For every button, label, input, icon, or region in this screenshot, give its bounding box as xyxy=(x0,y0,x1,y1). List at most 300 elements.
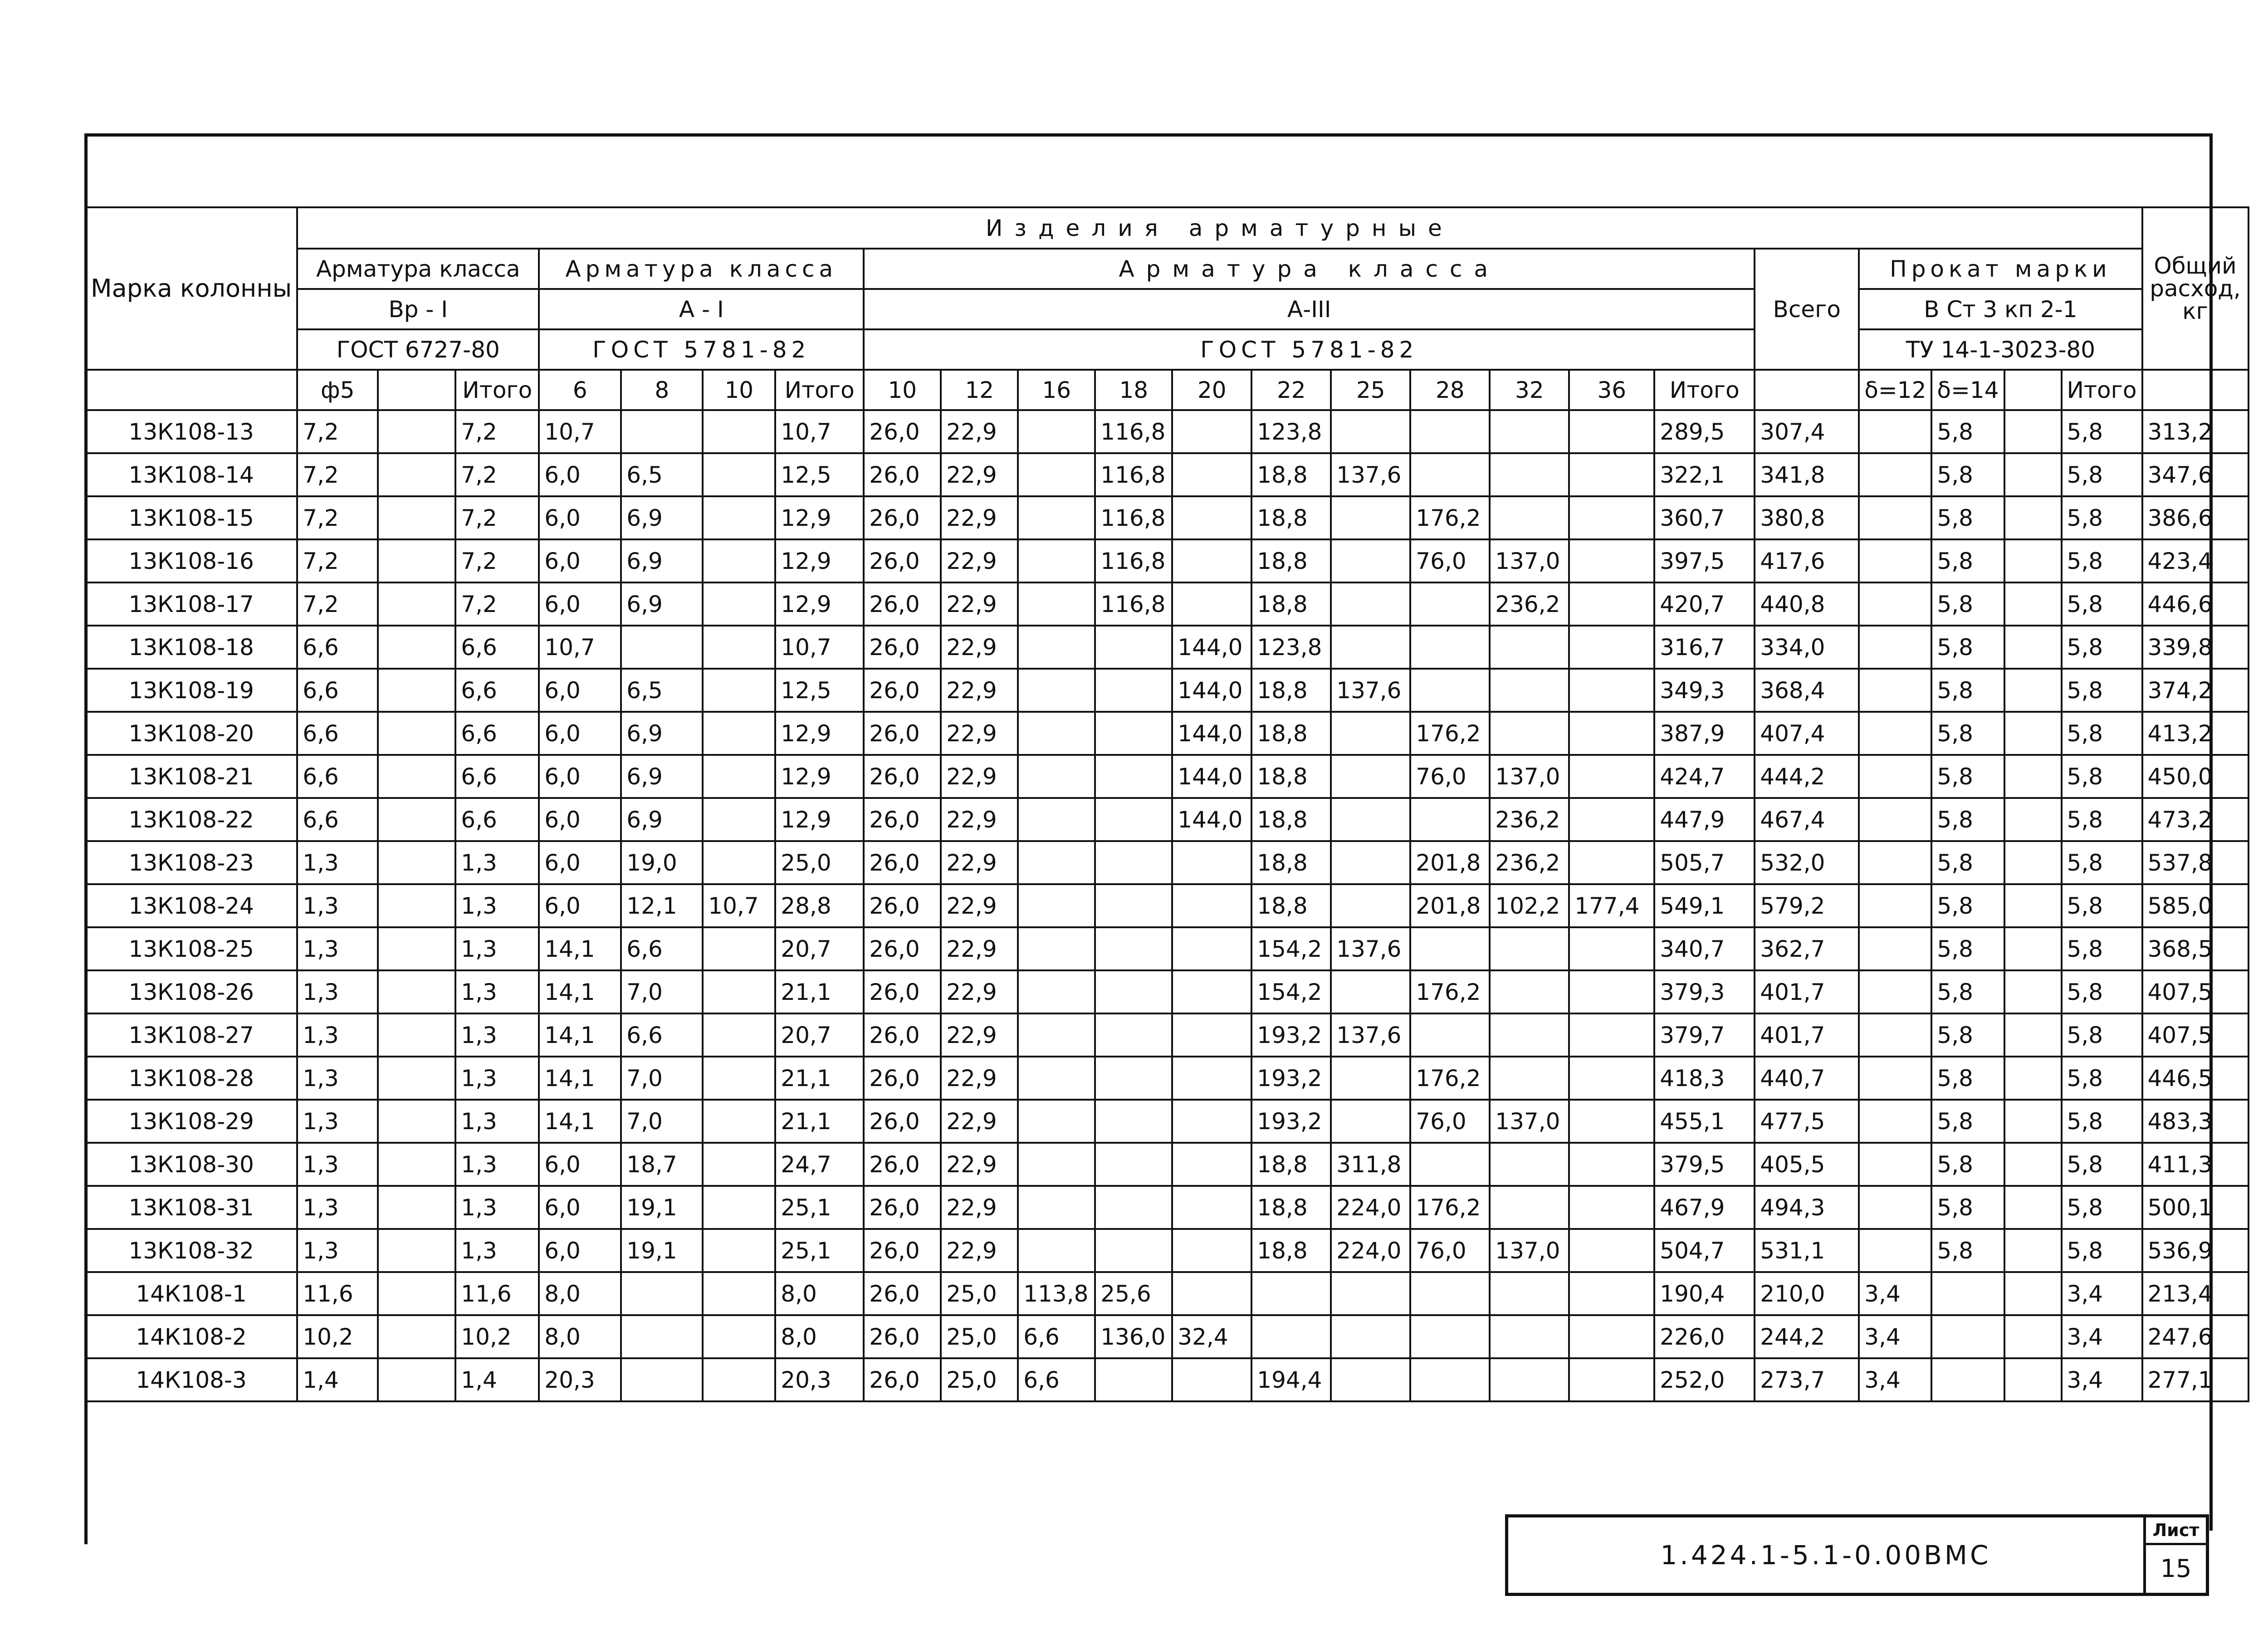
table-cell: 6,0 xyxy=(539,755,621,798)
table-cell xyxy=(2004,841,2062,884)
table-cell: 18,8 xyxy=(1251,712,1331,755)
table-cell xyxy=(621,1315,703,1358)
table-cell xyxy=(2004,669,2062,712)
rolled-grade: В Ст 3 кп 2-1 xyxy=(1859,289,2142,329)
table-cell: 5,8 xyxy=(2062,669,2142,712)
table-cell: 7,2 xyxy=(297,410,378,453)
table-cell: 5,8 xyxy=(1931,582,2004,626)
sub-header-cell: Итого xyxy=(1654,370,1755,410)
table-cell: 18,7 xyxy=(621,1143,703,1186)
table-cell: 26,0 xyxy=(864,1013,941,1057)
table-cell: 6,0 xyxy=(539,1229,621,1272)
sub-header-cell: δ=14 xyxy=(1931,370,2004,410)
table-cell: 76,0 xyxy=(1410,539,1490,582)
table-row xyxy=(85,1057,2248,1100)
table-cell xyxy=(378,755,455,798)
table-cell xyxy=(1172,410,1251,453)
table-row xyxy=(85,927,2248,970)
table-cell xyxy=(703,582,775,626)
table-cell xyxy=(1859,1186,1931,1229)
table-cell: 25,0 xyxy=(775,841,864,884)
table-cell: 379,7 xyxy=(1654,1013,1755,1057)
table-cell: 379,5 xyxy=(1654,1143,1755,1186)
table-cell xyxy=(1410,669,1490,712)
table-cell: 113,8 xyxy=(1018,1272,1095,1315)
table-cell xyxy=(1569,798,1654,841)
table-cell: 7,2 xyxy=(455,539,539,582)
table-cell xyxy=(703,927,775,970)
table-cell: 21,1 xyxy=(775,970,864,1013)
table-cell xyxy=(1018,1229,1095,1272)
table-cell: 18,8 xyxy=(1251,582,1331,626)
table-cell: 532,0 xyxy=(1755,841,1859,884)
table-cell xyxy=(1859,539,1931,582)
table-cell xyxy=(2004,496,2062,539)
table-cell xyxy=(1569,1186,1654,1229)
table-cell xyxy=(1172,453,1251,496)
table-cell: 5,8 xyxy=(1931,841,2004,884)
table-cell xyxy=(1931,1358,2004,1401)
table-cell xyxy=(1018,755,1095,798)
table-cell xyxy=(2004,1229,2062,1272)
sub-header-cell: 22 xyxy=(1251,370,1331,410)
reinforcement-spec-table xyxy=(84,206,2249,1402)
table-cell: 8,0 xyxy=(775,1272,864,1315)
table-cell: 362,7 xyxy=(1755,927,1859,970)
table-cell xyxy=(1172,884,1251,927)
table-cell: 22,9 xyxy=(941,496,1018,539)
table-cell xyxy=(1410,1315,1490,1358)
table-cell: 6,6 xyxy=(455,712,539,755)
table-cell: 7,0 xyxy=(621,970,703,1013)
table-cell: 347,6 xyxy=(2142,453,2248,496)
table-cell xyxy=(1410,582,1490,626)
table-cell: 7,2 xyxy=(297,539,378,582)
table-cell: 5,8 xyxy=(1931,410,2004,453)
table-cell xyxy=(1859,884,1931,927)
table-cell: 22,9 xyxy=(941,582,1018,626)
table-cell xyxy=(1172,927,1251,970)
table-cell xyxy=(2004,798,2062,841)
table-cell xyxy=(1018,712,1095,755)
table-cell: 24,7 xyxy=(775,1143,864,1186)
table-cell: 7,2 xyxy=(455,496,539,539)
sub-header-cell: Итого xyxy=(775,370,864,410)
table-cell xyxy=(1569,1143,1654,1186)
column-mark-cell: 13К108-13 xyxy=(85,410,297,453)
table-cell xyxy=(1859,410,1931,453)
table-cell: 26,0 xyxy=(864,539,941,582)
table-cell: 5,8 xyxy=(2062,712,2142,755)
table-cell: 316,7 xyxy=(1654,626,1755,669)
table-cell xyxy=(1172,539,1251,582)
table-cell xyxy=(1490,1013,1569,1057)
table-cell: 440,8 xyxy=(1755,582,1859,626)
table-row xyxy=(85,798,2248,841)
table-cell: 137,0 xyxy=(1490,539,1569,582)
table-cell xyxy=(1859,841,1931,884)
table-cell xyxy=(1251,1315,1331,1358)
table-cell xyxy=(2004,1100,2062,1143)
table-cell: 1,3 xyxy=(455,841,539,884)
table-cell: 277,1 xyxy=(2142,1358,2248,1401)
table-cell: 154,2 xyxy=(1251,970,1331,1013)
table-cell: 137,6 xyxy=(1331,1013,1410,1057)
table-cell xyxy=(621,626,703,669)
table-cell xyxy=(1331,410,1410,453)
table-cell xyxy=(1410,1358,1490,1401)
table-cell xyxy=(1331,1272,1410,1315)
table-cell xyxy=(621,1272,703,1315)
table-cell: 116,8 xyxy=(1095,496,1172,539)
table-cell: 6,6 xyxy=(297,626,378,669)
table-cell xyxy=(1095,755,1172,798)
table-cell: 18,8 xyxy=(1251,1143,1331,1186)
sub-header-cell: Итого xyxy=(2062,370,2142,410)
table-cell: 22,9 xyxy=(941,970,1018,1013)
table-cell: 26,0 xyxy=(864,1186,941,1229)
table-cell xyxy=(1018,970,1095,1013)
table-cell: 585,0 xyxy=(2142,884,2248,927)
table-cell: 18,8 xyxy=(1251,841,1331,884)
table-cell: 418,3 xyxy=(1654,1057,1755,1100)
table-cell: 5,8 xyxy=(2062,755,2142,798)
table-row xyxy=(85,1272,2248,1315)
table-cell: 322,1 xyxy=(1654,453,1755,496)
table-cell: 22,9 xyxy=(941,410,1018,453)
table-cell xyxy=(1569,669,1654,712)
table-cell: 14,1 xyxy=(539,927,621,970)
table-cell xyxy=(1331,496,1410,539)
table-cell xyxy=(703,1057,775,1100)
table-cell xyxy=(703,1186,775,1229)
column-mark-cell: 14К108-1 xyxy=(85,1272,297,1315)
table-row xyxy=(85,1143,2248,1186)
table-cell xyxy=(703,1229,775,1272)
table-cell: 18,8 xyxy=(1251,669,1331,712)
table-cell xyxy=(1095,1186,1172,1229)
empty-cell xyxy=(1755,370,1859,410)
column-mark-cell: 13К108-31 xyxy=(85,1186,297,1229)
table-cell xyxy=(1018,539,1095,582)
table-cell: 1,4 xyxy=(297,1358,378,1401)
table-cell xyxy=(1018,884,1095,927)
table-cell: 201,8 xyxy=(1410,884,1490,927)
table-cell: 6,0 xyxy=(539,453,621,496)
table-cell xyxy=(1331,970,1410,1013)
table-cell xyxy=(1410,1013,1490,1057)
table-cell xyxy=(1490,712,1569,755)
table-cell: 368,4 xyxy=(1755,669,1859,712)
table-cell xyxy=(1172,496,1251,539)
table-cell: 22,9 xyxy=(941,841,1018,884)
table-cell xyxy=(1490,410,1569,453)
table-cell: 3,4 xyxy=(1859,1358,1931,1401)
table-cell xyxy=(2004,884,2062,927)
table-cell: 6,9 xyxy=(621,496,703,539)
table-cell: 411,3 xyxy=(2142,1143,2248,1186)
table-cell: 25,0 xyxy=(941,1358,1018,1401)
table-cell: 7,2 xyxy=(455,582,539,626)
sub-header-cell: 28 xyxy=(1410,370,1490,410)
table-cell: 5,8 xyxy=(2062,798,2142,841)
table-cell xyxy=(378,1272,455,1315)
table-cell: 137,6 xyxy=(1331,927,1410,970)
table-cell: 22,9 xyxy=(941,1143,1018,1186)
table-cell xyxy=(2004,1358,2062,1401)
table-cell xyxy=(1172,841,1251,884)
table-cell: 349,3 xyxy=(1654,669,1755,712)
table-cell xyxy=(378,669,455,712)
table-cell xyxy=(1331,1057,1410,1100)
vr-gost: ГОСТ 6727-80 xyxy=(297,329,539,370)
table-cell xyxy=(2004,582,2062,626)
column-mark-cell: 13К108-22 xyxy=(85,798,297,841)
table-cell xyxy=(2004,927,2062,970)
table-cell: 22,9 xyxy=(941,1100,1018,1143)
table-cell xyxy=(2004,626,2062,669)
table-cell: 20,3 xyxy=(539,1358,621,1401)
table-cell xyxy=(1331,626,1410,669)
table-cell: 3,4 xyxy=(1859,1315,1931,1358)
table-cell xyxy=(1331,539,1410,582)
table-cell: 12,9 xyxy=(775,755,864,798)
table-cell: 8,0 xyxy=(539,1315,621,1358)
table-cell xyxy=(703,712,775,755)
column-mark-cell: 13К108-20 xyxy=(85,712,297,755)
table-cell xyxy=(703,970,775,1013)
table-cell: 455,1 xyxy=(1654,1100,1755,1143)
table-cell xyxy=(1095,669,1172,712)
table-cell: 137,0 xyxy=(1490,1229,1569,1272)
table-cell xyxy=(1490,1057,1569,1100)
table-row xyxy=(85,1358,2248,1401)
table-cell: 236,2 xyxy=(1490,841,1569,884)
table-cell: 504,7 xyxy=(1654,1229,1755,1272)
table-cell xyxy=(1018,1143,1095,1186)
table-cell: 224,0 xyxy=(1331,1229,1410,1272)
table-cell: 6,0 xyxy=(539,884,621,927)
table-cell: 12,9 xyxy=(775,712,864,755)
table-cell xyxy=(1331,582,1410,626)
sub-header-cell: Итого xyxy=(455,370,539,410)
table-cell xyxy=(378,1143,455,1186)
table-cell: 289,5 xyxy=(1654,410,1755,453)
sub-header-cell: 16 xyxy=(1018,370,1095,410)
table-cell: 444,2 xyxy=(1755,755,1859,798)
table-cell: 25,0 xyxy=(941,1315,1018,1358)
table-cell: 21,1 xyxy=(775,1100,864,1143)
table-cell: 22,9 xyxy=(941,1057,1018,1100)
table-cell: 5,8 xyxy=(2062,1057,2142,1100)
column-mark-cell: 13К108-16 xyxy=(85,539,297,582)
sub-header-cell: 20 xyxy=(1172,370,1251,410)
table-cell: 22,9 xyxy=(941,1229,1018,1272)
table-cell: 313,2 xyxy=(2142,410,2248,453)
table-cell: 6,0 xyxy=(539,582,621,626)
table-cell: 6,6 xyxy=(455,626,539,669)
table-cell: 467,4 xyxy=(1755,798,1859,841)
table-cell xyxy=(1569,453,1654,496)
table-cell: 12,9 xyxy=(775,496,864,539)
table-cell xyxy=(703,626,775,669)
sub-header-cell: 25 xyxy=(1331,370,1410,410)
table-row xyxy=(85,453,2248,496)
table-cell xyxy=(1490,1272,1569,1315)
class-a3-header: Арматура класса xyxy=(864,249,1755,289)
table-cell xyxy=(1331,798,1410,841)
table-cell: 26,0 xyxy=(864,1143,941,1186)
table-cell: 213,4 xyxy=(2142,1272,2248,1315)
table-cell: 26,0 xyxy=(864,970,941,1013)
table-cell: 12,9 xyxy=(775,798,864,841)
table-cell: 18,8 xyxy=(1251,539,1331,582)
table-cell xyxy=(1859,582,1931,626)
table-cell xyxy=(621,1358,703,1401)
a1-gost: ГОСТ 5781-82 xyxy=(539,329,864,370)
table-cell xyxy=(1859,1229,1931,1272)
class-vr-header: Арматура класса xyxy=(297,249,539,289)
table-cell: 7,2 xyxy=(297,453,378,496)
table-cell: 6,6 xyxy=(621,1013,703,1057)
table-row xyxy=(85,539,2248,582)
table-cell: 446,6 xyxy=(2142,582,2248,626)
table-cell: 1,3 xyxy=(297,1186,378,1229)
table-cell: 3,4 xyxy=(2062,1315,2142,1358)
table-cell: 1,3 xyxy=(297,1143,378,1186)
column-mark-cell: 13К108-28 xyxy=(85,1057,297,1100)
column-mark-cell: 13К108-29 xyxy=(85,1100,297,1143)
column-mark-cell: 13К108-19 xyxy=(85,669,297,712)
column-mark-cell: 13К108-23 xyxy=(85,841,297,884)
table-cell: 7,2 xyxy=(455,453,539,496)
table-cell xyxy=(378,927,455,970)
table-cell: 1,3 xyxy=(455,1229,539,1272)
sub-header-cell xyxy=(2004,370,2062,410)
table-cell: 137,6 xyxy=(1331,669,1410,712)
table-cell: 500,1 xyxy=(2142,1186,2248,1229)
table-cell: 5,8 xyxy=(1931,884,2004,927)
table-cell: 176,2 xyxy=(1410,496,1490,539)
table-cell: 116,8 xyxy=(1095,539,1172,582)
table-cell xyxy=(1410,453,1490,496)
table-cell: 5,8 xyxy=(1931,626,2004,669)
table-cell: 11,6 xyxy=(455,1272,539,1315)
table-cell: 247,6 xyxy=(2142,1315,2248,1358)
table-cell: 10,2 xyxy=(455,1315,539,1358)
table-cell: 22,9 xyxy=(941,1013,1018,1057)
table-cell: 25,6 xyxy=(1095,1272,1172,1315)
table-cell xyxy=(378,841,455,884)
table-cell: 374,2 xyxy=(2142,669,2248,712)
table-row xyxy=(85,841,2248,884)
table-cell: 19,1 xyxy=(621,1186,703,1229)
column-mark-cell: 13К108-24 xyxy=(85,884,297,927)
table-cell xyxy=(1490,927,1569,970)
table-cell: 5,8 xyxy=(1931,453,2004,496)
table-cell xyxy=(1172,1358,1251,1401)
table-cell xyxy=(378,970,455,1013)
table-cell: 1,3 xyxy=(455,1013,539,1057)
table-cell xyxy=(1569,927,1654,970)
table-cell: 1,3 xyxy=(455,927,539,970)
table-cell xyxy=(1490,453,1569,496)
table-cell xyxy=(378,798,455,841)
table-cell: 226,0 xyxy=(1654,1315,1755,1358)
table-cell: 210,0 xyxy=(1755,1272,1859,1315)
products-header: Изделия арматурные xyxy=(297,207,2142,249)
table-row xyxy=(85,582,2248,626)
table-cell: 5,8 xyxy=(1931,1186,2004,1229)
table-cell: 477,5 xyxy=(1755,1100,1859,1143)
table-cell: 144,0 xyxy=(1172,798,1251,841)
table-cell xyxy=(1490,970,1569,1013)
table-cell: 26,0 xyxy=(864,496,941,539)
table-cell xyxy=(378,1229,455,1272)
table-cell: 420,7 xyxy=(1654,582,1755,626)
table-cell: 14,1 xyxy=(539,970,621,1013)
table-cell: 7,0 xyxy=(621,1057,703,1100)
table-cell: 5,8 xyxy=(2062,539,2142,582)
table-cell: 18,8 xyxy=(1251,755,1331,798)
table-cell: 6,9 xyxy=(621,755,703,798)
class-a1-header: Арматура класса xyxy=(539,249,864,289)
table-cell xyxy=(2004,1315,2062,1358)
table-cell: 440,7 xyxy=(1755,1057,1859,1100)
table-cell xyxy=(1490,1143,1569,1186)
table-cell xyxy=(1569,582,1654,626)
table-cell: 25,1 xyxy=(775,1186,864,1229)
table-cell: 76,0 xyxy=(1410,1229,1490,1272)
table-cell: 407,4 xyxy=(1755,712,1859,755)
table-row xyxy=(85,1013,2248,1057)
table-cell: 3,4 xyxy=(1859,1272,1931,1315)
table-cell xyxy=(1095,970,1172,1013)
table-cell: 194,4 xyxy=(1251,1358,1331,1401)
table-cell xyxy=(1095,798,1172,841)
table-cell xyxy=(1569,496,1654,539)
table-cell xyxy=(703,453,775,496)
table-cell xyxy=(1859,1057,1931,1100)
table-cell: 26,0 xyxy=(864,582,941,626)
table-cell xyxy=(1859,798,1931,841)
spec-table-body xyxy=(85,410,2248,1401)
table-cell: 18,8 xyxy=(1251,884,1331,927)
table-cell: 19,0 xyxy=(621,841,703,884)
table-cell: 76,0 xyxy=(1410,1100,1490,1143)
table-cell xyxy=(703,1100,775,1143)
table-cell: 5,8 xyxy=(2062,1186,2142,1229)
table-cell xyxy=(1172,1057,1251,1100)
table-cell: 368,5 xyxy=(2142,927,2248,970)
table-cell: 397,5 xyxy=(1654,539,1755,582)
table-cell xyxy=(1569,1315,1654,1358)
column-mark-cell: 13К108-15 xyxy=(85,496,297,539)
table-cell xyxy=(1410,1143,1490,1186)
table-cell: 1,3 xyxy=(297,884,378,927)
table-cell: 387,9 xyxy=(1654,712,1755,755)
table-cell: 424,7 xyxy=(1654,755,1755,798)
table-cell: 1,3 xyxy=(297,970,378,1013)
table-cell: 144,0 xyxy=(1172,755,1251,798)
sub-header-cell: 12 xyxy=(941,370,1018,410)
table-cell: 12,5 xyxy=(775,669,864,712)
table-cell xyxy=(1859,970,1931,1013)
table-cell: 14,1 xyxy=(539,1057,621,1100)
table-cell: 224,0 xyxy=(1331,1186,1410,1229)
table-cell xyxy=(1569,1272,1654,1315)
table-cell xyxy=(1331,712,1410,755)
